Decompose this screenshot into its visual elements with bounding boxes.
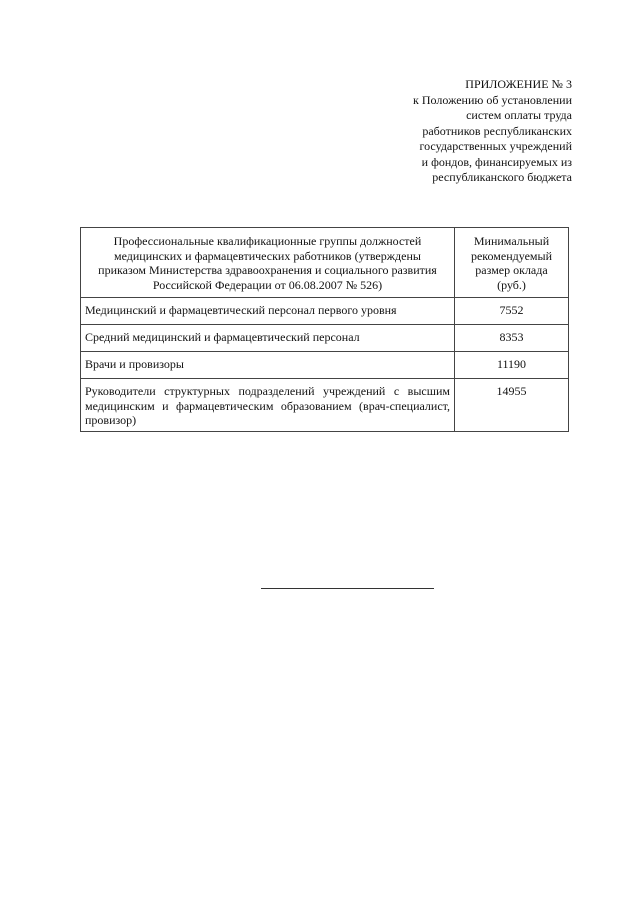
row-salary-value: 7552	[455, 298, 569, 325]
header-line: Минимальный	[473, 234, 550, 248]
row-salary-value: 11190	[455, 352, 569, 379]
row-salary-value: 14955	[455, 379, 569, 432]
salary-table	[80, 227, 569, 432]
appendix-header	[312, 77, 572, 186]
header-line: приказом Министерства здравоохранения и социального развития	[98, 263, 437, 277]
table-row	[81, 352, 569, 379]
table-row	[81, 298, 569, 325]
appendix-line: систем оплаты труда	[466, 108, 572, 122]
appendix-line: к Положению об установлении	[413, 92, 572, 107]
header-line: Российской Федерации от 06.08.2007 № 526)	[152, 277, 383, 292]
header-line: размер оклада	[475, 263, 548, 277]
header-qualification-groups	[81, 228, 455, 298]
appendix-line: республиканского бюджета	[432, 170, 572, 184]
table-row	[81, 379, 569, 432]
row-group-name: Медицинский и фармацевтический персонал первого уровня	[81, 298, 455, 325]
header-min-salary	[455, 228, 569, 298]
header-line: рекомендуемый	[470, 248, 552, 263]
closing-divider	[261, 588, 434, 589]
appendix-line: работников республиканских	[422, 123, 572, 138]
row-salary-value: 8353	[455, 325, 569, 352]
appendix-line: государственных учреждений	[419, 139, 572, 153]
header-line: медицинских и фармацевтических работников (утверждены	[114, 248, 421, 263]
table-header-row	[81, 228, 569, 298]
header-line: Профессиональные квалификационные группы должностей	[113, 234, 422, 248]
appendix-title: ПРИЛОЖЕНИЕ № 3	[465, 77, 572, 91]
row-group-name: Врачи и провизоры	[81, 352, 455, 379]
row-group-name: Средний медицинский и фармацевтический персонал	[81, 325, 455, 352]
header-line: (руб.)	[497, 277, 526, 292]
table-row	[81, 325, 569, 352]
row-group-name: Руководители структурных подразделений учреждений с высшим медицинским и фармацевтическим образованием (врач-специалист, провизор)	[81, 379, 455, 432]
appendix-line: и фондов, финансируемых из	[421, 154, 572, 169]
